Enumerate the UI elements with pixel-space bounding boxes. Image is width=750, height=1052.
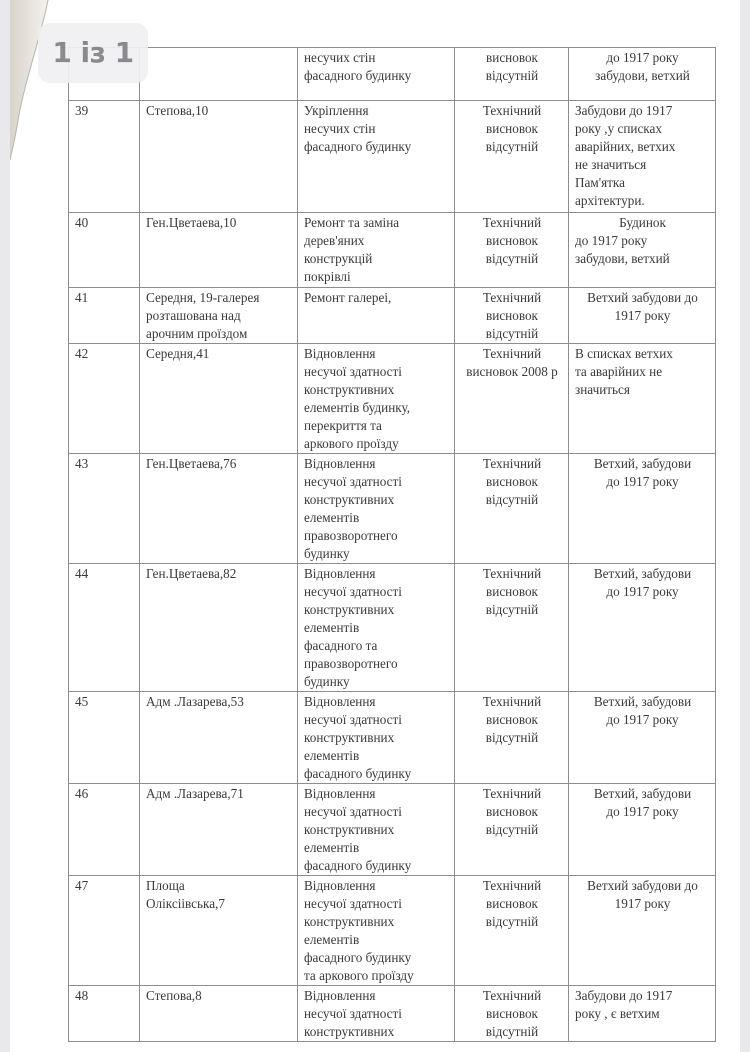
technical-conclusion-cell	[455, 101, 569, 213]
work-description-cell-line: правозворотнего	[304, 528, 398, 543]
building-status-cell-line: Ветхий, забудови	[593, 786, 692, 801]
address-cell	[140, 784, 298, 876]
building-status-cell-line: до 1917 року	[606, 584, 679, 599]
work-description-cell-line: правозворотнего	[304, 656, 398, 671]
building-status-cell-line: 1917 року	[614, 896, 671, 911]
work-description-cell-line: Відновлення	[304, 988, 376, 1003]
work-description-cell-line: будинку	[304, 674, 350, 689]
row-number-cell: 45	[69, 692, 140, 784]
work-description-cell-line: покрівлі	[304, 269, 351, 284]
building-status-cell	[569, 213, 716, 288]
building-status-cell-line: та аварійних не	[575, 364, 663, 379]
building-status-cell-line: Пам'ятка	[575, 175, 625, 190]
address-cell	[140, 454, 298, 564]
building-status-cell-line: Ветхий, забудови	[593, 456, 692, 471]
table-row	[69, 784, 716, 876]
building-status-cell-line: до 1917 року	[606, 712, 679, 727]
table-row	[69, 48, 716, 101]
building-status-cell-line: року , є ветхим	[575, 1006, 660, 1021]
work-description-cell-line: Ремонт галереі,	[304, 290, 392, 305]
technical-conclusion-cell-line: висновок	[486, 121, 538, 136]
work-description-cell	[298, 288, 455, 344]
work-description-cell-line: перекриття та	[304, 418, 382, 433]
address-cell	[140, 876, 298, 986]
building-status-cell-line: Забудови до 1917	[575, 988, 673, 1003]
technical-conclusion-cell-line: висновок	[486, 584, 538, 599]
work-description-cell-line: фасадного будинку	[304, 766, 412, 781]
work-description-cell-line: конструктивних	[304, 602, 395, 617]
building-status-cell	[569, 986, 716, 1042]
table-row	[69, 986, 716, 1042]
row-number-cell: 48	[69, 986, 140, 1042]
building-status-cell-line: Ветхий забудови до	[587, 290, 698, 305]
work-description-cell-line: елементів	[304, 840, 360, 855]
address-cell-line: розташована над	[146, 308, 241, 323]
table-row	[69, 288, 716, 344]
building-status-cell-line: Ветхий, забудови	[593, 566, 692, 581]
technical-conclusion-cell-line: відсутній	[485, 139, 539, 154]
technical-conclusion-cell-line: Технічний	[482, 290, 542, 305]
work-description-cell-line: Відновлення	[304, 456, 376, 471]
address-cell	[140, 101, 298, 213]
building-status-cell-line: Ветхий забудови до	[587, 878, 698, 893]
table-row	[69, 344, 716, 454]
work-description-cell	[298, 986, 455, 1042]
building-status-cell-line: до 1917 року	[606, 50, 679, 65]
work-description-cell-line: несучої здатності	[304, 364, 402, 379]
address-cell-line: Ген.Цветаева,10	[146, 215, 237, 230]
work-description-cell-line: конструктивних	[304, 492, 395, 507]
work-description-cell-line: конструктивних	[304, 822, 395, 837]
work-description-cell	[298, 101, 455, 213]
table-row	[69, 454, 716, 564]
address-cell	[140, 344, 298, 454]
technical-conclusion-cell-line: відсутній	[485, 251, 539, 266]
technical-conclusion-cell-line: висновок	[486, 896, 538, 911]
technical-conclusion-cell-line: Технічний	[482, 346, 542, 361]
technical-conclusion-cell	[455, 344, 569, 454]
technical-conclusion-cell-line: висновок	[486, 712, 538, 727]
technical-conclusion-cell-line: відсутній	[485, 822, 539, 837]
technical-conclusion-cell-line: висновок	[486, 1006, 538, 1021]
building-status-cell-line: архітектури.	[575, 193, 645, 208]
address-cell	[140, 213, 298, 288]
table-row	[69, 564, 716, 692]
work-description-cell	[298, 454, 455, 564]
technical-conclusion-cell-line: висновок 2008 р	[466, 364, 558, 379]
table-row	[69, 101, 716, 213]
technical-conclusion-cell-line: відсутній	[485, 730, 539, 745]
work-description-cell-line: дерев'яних	[304, 233, 365, 248]
work-description-cell-line: Відновлення	[304, 346, 376, 361]
building-status-cell-line: 1917 року	[614, 308, 671, 323]
technical-conclusion-cell-line: висновок	[486, 804, 538, 819]
building-status-cell-line: В списках ветхих	[575, 346, 673, 361]
technical-conclusion-cell	[455, 784, 569, 876]
address-cell-line: Степова,8	[146, 988, 202, 1003]
work-description-cell	[298, 564, 455, 692]
work-description-cell-line: елементів	[304, 932, 360, 947]
row-number-cell: 41	[69, 288, 140, 344]
row-number-cell: 43	[69, 454, 140, 564]
work-description-cell-line: Відновлення	[304, 786, 376, 801]
work-description-cell	[298, 48, 455, 101]
row-number-cell: 42	[69, 344, 140, 454]
building-status-cell	[569, 48, 716, 101]
address-cell-line: Площа	[146, 878, 185, 893]
building-status-cell	[569, 288, 716, 344]
work-description-cell-line: несучої здатності	[304, 1006, 402, 1021]
technical-conclusion-cell-line: Технічний	[482, 215, 542, 230]
technical-conclusion-cell-line: Технічний	[482, 103, 542, 118]
technical-conclusion-cell-line: Технічний	[482, 988, 542, 1003]
work-description-cell-line: фасадного та	[304, 638, 378, 653]
building-status-cell-line: Будинок	[619, 215, 666, 230]
technical-conclusion-cell-line: відсутній	[485, 492, 539, 507]
technical-conclusion-cell	[455, 213, 569, 288]
work-description-cell-line: Відновлення	[304, 566, 376, 581]
table-row	[69, 213, 716, 288]
technical-conclusion-cell-line: Технічний	[482, 694, 542, 709]
work-description-cell-line: елементів	[304, 748, 360, 763]
building-status-cell	[569, 101, 716, 213]
technical-conclusion-cell	[455, 986, 569, 1042]
work-description-cell-line: фасадного будинку	[304, 950, 412, 965]
address-cell-line: Середня,41	[146, 346, 210, 361]
work-description-cell-line: Ремонт та заміна	[304, 215, 400, 230]
technical-conclusion-cell-line: висновок	[486, 474, 538, 489]
work-description-cell-line: несучої здатності	[304, 474, 402, 489]
work-description-cell-line: фасадного будинку	[304, 68, 412, 83]
row-number-cell: 44	[69, 564, 140, 692]
building-status-cell-line: року ,у списках	[575, 121, 662, 136]
work-description-cell-line: несучої здатності	[304, 896, 402, 911]
work-description-cell-line: несучих стін	[304, 50, 376, 65]
building-status-cell-line: значиться	[575, 382, 630, 397]
work-description-cell-line: конструктивних	[304, 914, 395, 929]
work-description-cell-line: несучої здатності	[304, 584, 402, 599]
work-description-cell-line: несучої здатності	[304, 804, 402, 819]
work-description-cell-line: елементів	[304, 620, 360, 635]
work-description-cell	[298, 876, 455, 986]
building-status-cell-line: не значиться	[575, 157, 647, 172]
building-status-cell	[569, 344, 716, 454]
buildings-table	[68, 47, 716, 1042]
address-cell-line: Адм .Лазарева,71	[146, 786, 244, 801]
row-number-cell: 39	[69, 101, 140, 213]
building-status-cell-line: Забудови до 1917	[575, 103, 673, 118]
technical-conclusion-cell-line: відсутній	[485, 68, 539, 83]
work-description-cell-line: конструктивних	[304, 382, 395, 397]
building-status-cell	[569, 454, 716, 564]
work-description-cell-line: аркового проїзду	[304, 436, 399, 451]
work-description-cell-line: Відновлення	[304, 694, 376, 709]
technical-conclusion-cell	[455, 454, 569, 564]
building-status-cell-line: аварійних, ветхих	[575, 139, 676, 154]
address-cell-line: Середня, 19-галерея	[146, 290, 260, 305]
technical-conclusion-cell-line: висновок	[486, 233, 538, 248]
row-number-cell: 40	[69, 213, 140, 288]
work-description-cell-line: елементів будинку,	[304, 400, 411, 415]
technical-conclusion-cell	[455, 48, 569, 101]
address-cell-line: арочним проїздом	[146, 326, 248, 341]
table-row	[69, 692, 716, 784]
technical-conclusion-cell-line: висновок	[486, 50, 538, 65]
page-curl-shadow	[10, 0, 70, 1052]
work-description-cell-line: та аркового проїзду	[304, 968, 414, 983]
address-cell	[140, 48, 298, 101]
technical-conclusion-cell-line: відсутній	[485, 914, 539, 929]
address-cell	[140, 692, 298, 784]
technical-conclusion-cell	[455, 692, 569, 784]
work-description-cell-line: фасадного будинку	[304, 858, 412, 873]
work-description-cell	[298, 692, 455, 784]
address-cell	[140, 564, 298, 692]
address-cell-line: Адм .Лазарева,53	[146, 694, 244, 709]
building-status-cell	[569, 564, 716, 692]
work-description-cell-line: Відновлення	[304, 878, 376, 893]
building-status-cell-line: до 1917 року	[575, 233, 648, 248]
address-cell-line: Ген.Цветаева,76	[146, 456, 237, 471]
building-status-cell	[569, 784, 716, 876]
technical-conclusion-cell-line: висновок	[486, 308, 538, 323]
work-description-cell	[298, 344, 455, 454]
building-status-cell-line: Ветхий, забудови	[593, 694, 692, 709]
building-status-cell-line: забудови, ветхий	[575, 251, 670, 266]
work-description-cell-line: фасадного будинку	[304, 139, 412, 154]
table-row	[69, 876, 716, 986]
work-description-cell-line: несучих стін	[304, 121, 376, 136]
building-status-cell	[569, 692, 716, 784]
row-number-cell: 46	[69, 784, 140, 876]
building-status-cell	[569, 876, 716, 986]
work-description-cell-line: конструктивних	[304, 1024, 395, 1039]
technical-conclusion-cell-line: Технічний	[482, 566, 542, 581]
technical-conclusion-cell-line: Технічний	[482, 456, 542, 471]
work-description-cell	[298, 213, 455, 288]
technical-conclusion-cell-line: Технічний	[482, 786, 542, 801]
technical-conclusion-cell-line: відсутній	[485, 602, 539, 617]
work-description-cell-line: несучої здатності	[304, 712, 402, 727]
work-description-cell-line: будинку	[304, 546, 350, 561]
address-cell	[140, 986, 298, 1042]
technical-conclusion-cell	[455, 288, 569, 344]
work-description-cell-line: елементів	[304, 510, 360, 525]
work-description-cell-line: конструкцій	[304, 251, 373, 266]
technical-conclusion-cell	[455, 876, 569, 986]
work-description-cell	[298, 784, 455, 876]
address-cell-line: Степова,10	[146, 103, 209, 118]
page-counter-badge: 1 із 1	[38, 23, 148, 83]
technical-conclusion-cell-line: Технічний	[482, 878, 542, 893]
building-status-cell-line: до 1917 року	[606, 474, 679, 489]
technical-conclusion-cell	[455, 564, 569, 692]
building-status-cell-line: забудови, ветхий	[595, 68, 690, 83]
row-number-cell: 47	[69, 876, 140, 986]
address-cell	[140, 288, 298, 344]
work-description-cell-line: Укріплення	[304, 103, 369, 118]
building-status-cell-line: до 1917 року	[606, 804, 679, 819]
address-cell-line: Оліксіівська,7	[146, 896, 225, 911]
work-description-cell-line: конструктивних	[304, 730, 395, 745]
technical-conclusion-cell-line: відсутній	[485, 326, 539, 341]
technical-conclusion-cell-line: відсутній	[485, 1024, 539, 1039]
address-cell-line: Ген.Цветаева,82	[146, 566, 237, 581]
